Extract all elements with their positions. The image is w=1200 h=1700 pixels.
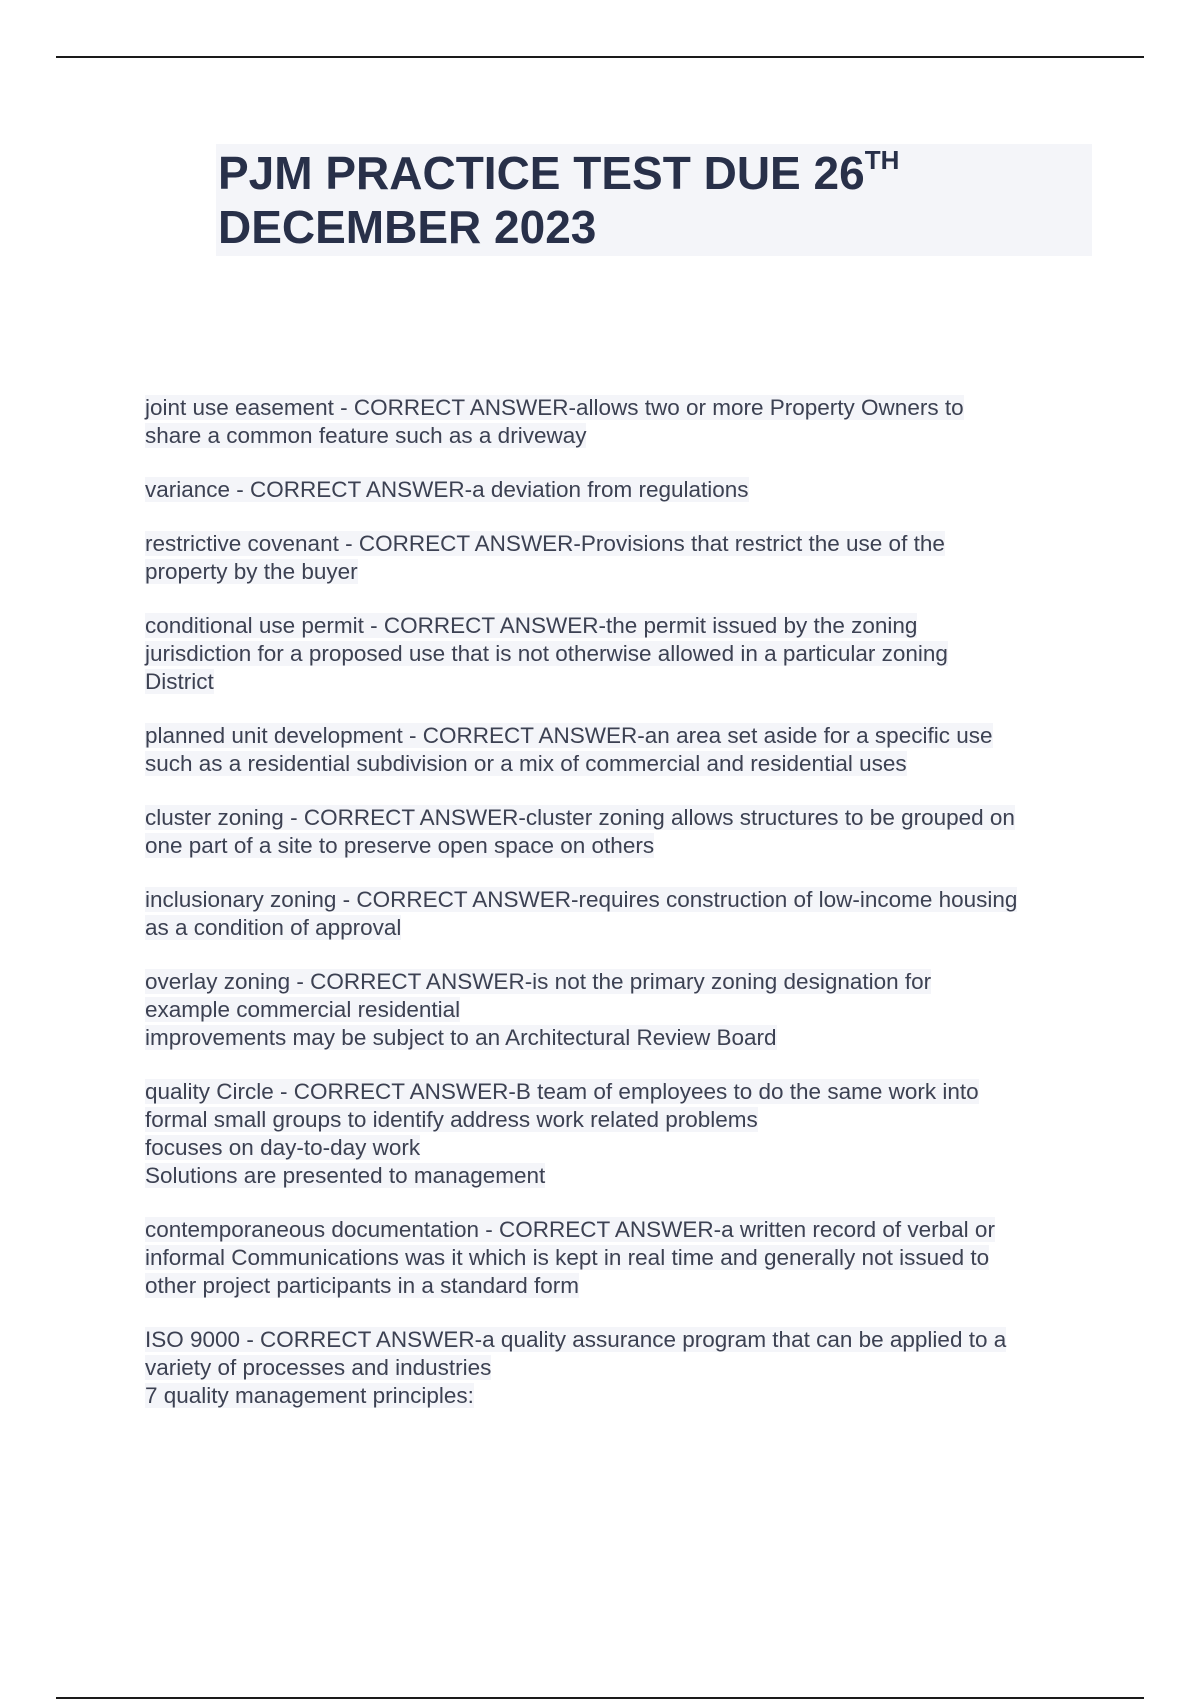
qa-item <box>145 1326 1145 1410</box>
qa-line <box>145 558 1145 586</box>
title-line-1: PJM PRACTICE TEST DUE 26 <box>218 147 865 199</box>
qa-line <box>145 1024 1145 1052</box>
qa-line-text: focuses on day-to-day work <box>145 1135 421 1160</box>
qa-line-text: overlay zoning - CORRECT ANSWER-is not the primary zoning designation for <box>145 969 932 994</box>
qa-line <box>145 1216 1145 1244</box>
qa-line-text: quality Circle - CORRECT ANSWER-B team of employees to do the same work into <box>145 1079 979 1104</box>
qa-line-text: improvements may be subject to an Architectural Review Board <box>145 1025 777 1050</box>
qa-line <box>145 886 1145 914</box>
qa-line <box>145 1078 1145 1106</box>
qa-line <box>145 804 1145 832</box>
qa-line <box>145 750 1145 778</box>
qa-line-text: contemporaneous documentation - CORRECT ANSWER-a written record of verbal or <box>145 1217 995 1242</box>
qa-line <box>145 1162 1145 1190</box>
qa-line <box>145 832 1145 860</box>
qa-line-text: joint use easement - CORRECT ANSWER-allows two or more Property Owners to <box>145 395 964 420</box>
qa-line <box>145 914 1145 942</box>
qa-item <box>145 804 1145 860</box>
bottom-rule <box>56 1697 1144 1699</box>
qa-line-text: variety of processes and industries <box>145 1355 492 1380</box>
top-rule <box>56 56 1144 58</box>
qa-item <box>145 530 1145 586</box>
qa-line-text: one part of a site to preserve open space on others <box>145 833 655 858</box>
qa-line-text: other project participants in a standard form <box>145 1273 579 1298</box>
qa-item <box>145 612 1145 696</box>
qa-line <box>145 1106 1145 1134</box>
qa-line <box>145 722 1145 750</box>
qa-line-text: such as a residential subdivision or a mix of commercial and residential uses <box>145 751 907 776</box>
qa-line <box>145 1326 1145 1354</box>
title-line-2: DECEMBER 2023 <box>218 201 597 253</box>
qa-line <box>145 1272 1145 1300</box>
qa-line-text: property by the buyer <box>145 559 358 584</box>
title-superscript: TH <box>864 144 900 175</box>
qa-line <box>145 394 1145 422</box>
qa-line-text: jurisdiction for a proposed use that is not otherwise allowed in a particular zoning <box>145 641 948 666</box>
qa-line <box>145 612 1145 640</box>
qa-item <box>145 886 1145 942</box>
qa-item <box>145 968 1145 1052</box>
qa-line <box>145 1244 1145 1272</box>
qa-line <box>145 1382 1145 1410</box>
qa-item <box>145 1078 1145 1190</box>
qa-line-text: formal small groups to identify address work related problems <box>145 1107 758 1132</box>
qa-line-text: as a condition of approval <box>145 915 402 940</box>
qa-line-text: restrictive covenant - CORRECT ANSWER-Provisions that restrict the use of the <box>145 531 945 556</box>
qa-line-text: informal Communications was it which is kept in real time and generally not issued to <box>145 1245 990 1270</box>
qa-line-text: share a common feature such as a driveway <box>145 423 587 448</box>
qa-line-text: conditional use permit - CORRECT ANSWER-the permit issued by the zoning <box>145 613 918 638</box>
qa-item <box>145 394 1145 450</box>
qa-line <box>145 530 1145 558</box>
page-title <box>218 146 899 254</box>
qa-list <box>145 394 1145 1436</box>
qa-line-text: inclusionary zoning - CORRECT ANSWER-requires construction of low-income housing <box>145 887 1018 912</box>
qa-item <box>145 1216 1145 1300</box>
qa-line <box>145 1134 1145 1162</box>
qa-line-text: ISO 9000 - CORRECT ANSWER-a quality assurance program that can be applied to a <box>145 1327 1007 1352</box>
qa-line-text: District <box>145 669 214 694</box>
qa-item <box>145 722 1145 778</box>
qa-item <box>145 476 1145 504</box>
qa-line-text: 7 quality management principles: <box>145 1383 474 1408</box>
qa-line-text: cluster zoning - CORRECT ANSWER-cluster zoning allows structures to be grouped on <box>145 805 1015 830</box>
qa-line <box>145 640 1145 668</box>
qa-line-text: Solutions are presented to management <box>145 1163 546 1188</box>
qa-line <box>145 668 1145 696</box>
qa-line <box>145 968 1145 996</box>
qa-line-text: example commercial residential <box>145 997 461 1022</box>
qa-line-text: planned unit development - CORRECT ANSWER-an area set aside for a specific use <box>145 723 993 748</box>
qa-line <box>145 1354 1145 1382</box>
qa-line-text: variance - CORRECT ANSWER-a deviation from regulations <box>145 477 749 502</box>
qa-line <box>145 996 1145 1024</box>
qa-line <box>145 476 1145 504</box>
qa-line <box>145 422 1145 450</box>
